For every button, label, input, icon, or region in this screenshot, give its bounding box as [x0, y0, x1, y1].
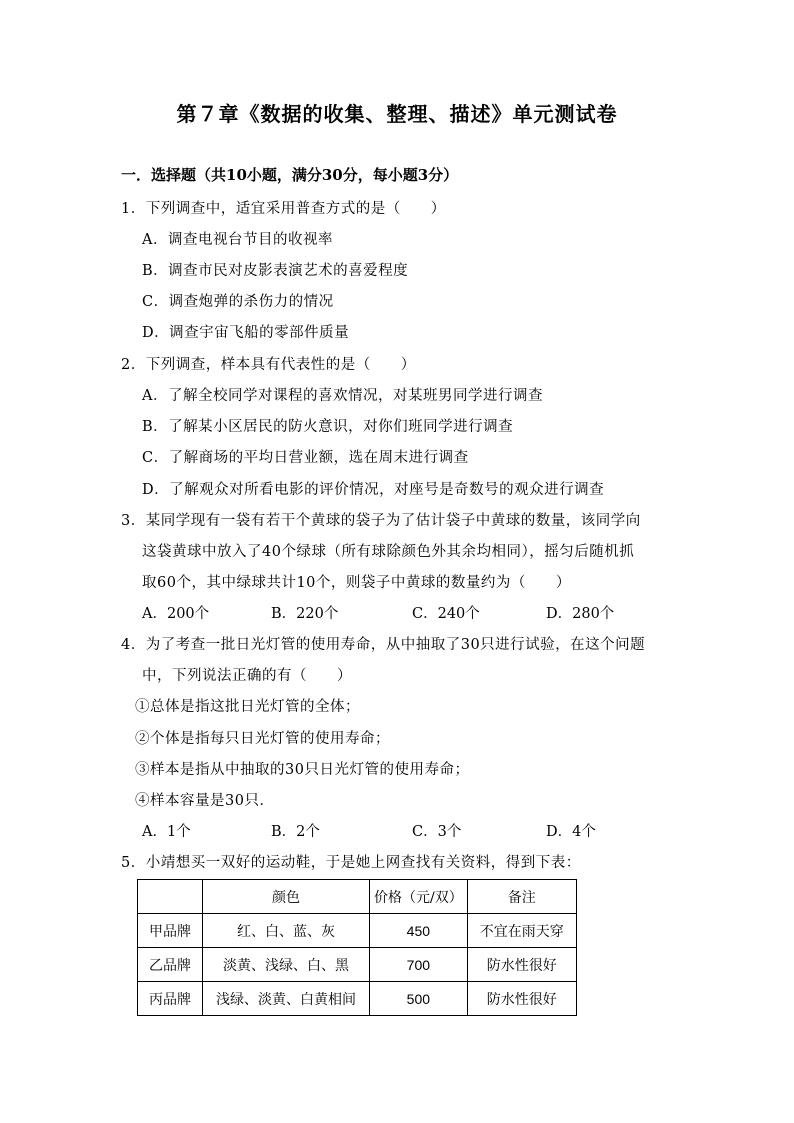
table-cell: 防水性很好 [467, 982, 576, 1016]
table-cell: 不宜在雨天穿 [467, 914, 576, 948]
shoe-brand-table [137, 879, 577, 1016]
question-1-option-b: B．调查市民对皮影表演艺术的喜爱程度 [142, 263, 409, 279]
table-header-cell [138, 880, 203, 914]
question-4-option-c: C．3个 [412, 824, 462, 840]
question-4-statement-3: ③样本是指从中抽取的30只日光灯管的使用寿命； [135, 762, 470, 778]
question-1-option-d: D．调查宇宙飞船的零部件质量 [142, 325, 350, 341]
question-4-stem-line-2: 中，下列说法正确的有（ ） [142, 668, 352, 684]
table-cell: 乙品牌 [138, 948, 203, 982]
question-4-statement-4: ④样本容量是30只． [135, 793, 275, 809]
table-cell: 红、白、蓝、灰 [203, 914, 370, 948]
table-cell: 甲品牌 [138, 914, 203, 948]
question-4-option-b: B．2个 [271, 824, 320, 840]
table-cell: 450 [370, 914, 468, 948]
table-header-cell: 备注 [467, 880, 576, 914]
question-2-option-b: B．了解某小区居民的防火意识，对你们班同学进行调查 [142, 419, 514, 435]
question-5-stem: 5．小靖想买一双好的运动鞋，于是她上网查找有关资料，得到下表： [121, 855, 581, 871]
question-2-option-a: A．了解全校同学对课程的喜欢情况，对某班男同学进行调查 [142, 388, 543, 404]
question-3-option-b: B．220个 [271, 606, 339, 622]
table-row [138, 982, 577, 1016]
table-row [138, 948, 577, 982]
table-cell: 丙品牌 [138, 982, 203, 1016]
question-3-stem-line-1: 3．某同学现有一袋有若干个黄球的袋子为了估计袋子中黄球的数量，该同学向 [121, 513, 641, 529]
question-4-statement-2: ②个体是指每只日光灯管的使用寿命； [135, 731, 390, 747]
question-1-option-a: A．调查电视台节目的收视率 [142, 232, 333, 248]
table-header-row [138, 880, 577, 914]
table-cell: 浅绿、淡黄、白黄相间 [203, 982, 370, 1016]
question-2-option-c: C．了解商场的平均日营业额，选在周末进行调查 [142, 450, 469, 466]
table-cell: 700 [370, 948, 468, 982]
question-4-stem-line-1: 4．为了考查一批日光灯管的使用寿命，从中抽取了30只进行试验，在这个问题 [121, 637, 646, 653]
question-1-stem: 1．下列调查中，适宜采用普查方式的是（ ） [121, 201, 446, 217]
question-1-option-c: C．调查炮弹的杀伤力的情况 [142, 294, 334, 310]
table-cell: 防水性很好 [467, 948, 576, 982]
question-4-option-a: A．1个 [142, 824, 191, 840]
section-heading: 一．选择题（共10小题，满分30分，每小题3分） [121, 166, 459, 184]
question-4-statement-1: ①总体是指这批日光灯管的全体； [135, 699, 360, 715]
question-3-stem-line-3: 取60个，其中绿球共计10个，则袋子中黄球的数量约为（ ） [142, 575, 571, 591]
question-3-option-d: D．280个 [546, 606, 615, 622]
page-title: 第７章《数据的收集、整理、描述》单元测试卷 [176, 102, 618, 126]
question-3-option-c: C．240个 [412, 606, 480, 622]
table-cell: 500 [370, 982, 468, 1016]
question-2-stem: 2．下列调查，样本具有代表性的是（ ） [121, 357, 416, 373]
question-3-option-a: A．200个 [142, 606, 210, 622]
table-cell: 淡黄、浅绿、白、黑 [203, 948, 370, 982]
table-row [138, 914, 577, 948]
table-header-cell: 颜色 [203, 880, 370, 914]
question-3-stem-line-2: 这袋黄球中放入了40个绿球（所有球除颜色外其余均相同），摇匀后随机抓 [142, 544, 635, 560]
question-4-option-d: D．4个 [546, 824, 596, 840]
table-header-cell: 价格（元/双） [370, 880, 468, 914]
question-2-option-d: D．了解观众对所看电影的评价情况，对座号是奇数号的观众进行调查 [142, 482, 605, 498]
